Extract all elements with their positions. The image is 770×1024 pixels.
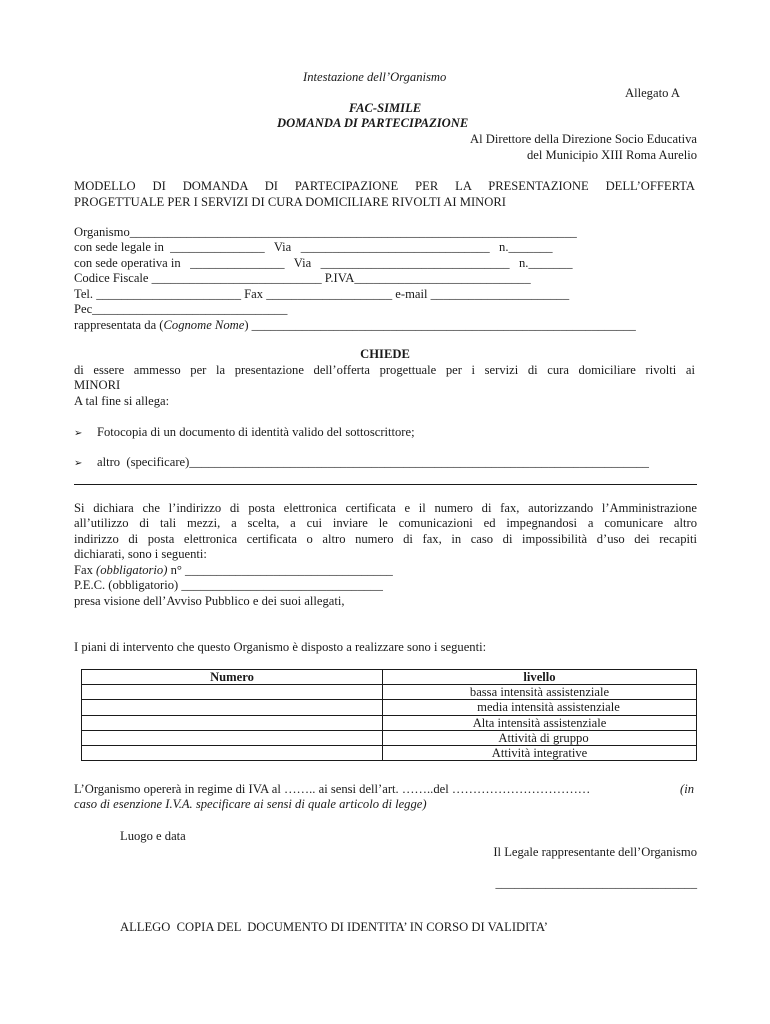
legale-rappresentante: Il Legale rappresentante dell’Organismo (493, 845, 697, 859)
row-numero (82, 715, 383, 730)
chiede-line-2: MINORI (74, 378, 121, 392)
piani-table (81, 669, 697, 761)
row-livello: bassa intensità assistenziale (383, 685, 697, 700)
allegato-item-2: altro (specificare)_________________________________________________________________________ (97, 455, 649, 469)
row-numero (82, 746, 383, 761)
rappresentata-post: ) _____________________________________________________________ (244, 318, 636, 332)
piani-intro: I piani di intervento che questo Organismo è disposto a realizzare sono i seguenti: (74, 640, 487, 654)
destinatario-line-2: del Municipio XIII Roma Aurelio (527, 148, 697, 162)
iva-line-1-italic: (in (680, 782, 694, 796)
field-sede-legale: con sede legale in _______________ Via ______________________________ n._______ (74, 240, 553, 254)
field-pec-obbligatorio: P.E.C. (obbligatorio) ________________________________ (74, 578, 383, 592)
row-numero (82, 700, 383, 715)
chiede-line-3: A tal fine si allega: (74, 394, 170, 408)
fax-post: n° _________________________________ (167, 563, 393, 577)
allegato-label: Allegato A (625, 86, 680, 100)
intestazione-organismo: Intestazione dell’Organismo (303, 70, 447, 84)
field-pec: Pec_______________________________ (74, 302, 288, 316)
luogo-data: Luogo e data (120, 829, 186, 843)
field-fax-obbligatorio (74, 563, 393, 579)
row-livello: Attività di gruppo (383, 730, 697, 745)
iva-line-2: caso di esenzione I.V.A. specificare ai sensi di quale articolo di legge) (74, 797, 427, 811)
fax-obbligatorio-label: (obbligatorio) (96, 563, 168, 577)
field-rappresentata (74, 318, 636, 334)
field-organismo: Organismo_______________________________________________________________________ (74, 225, 577, 239)
header-numero: Numero (82, 670, 383, 685)
chiede-title: CHIEDE (360, 347, 410, 361)
dichiarazione-line-2: all’utilizzo di tali mezzi, a scelta, a cui inviare le comunicazioni ed impegnandosi a comunicare altro (74, 516, 697, 530)
table-row (82, 715, 697, 730)
blank-line (74, 484, 697, 485)
dichiarazione-line-3: indirizzo di posta elettronica certificata o altro numero di fax, in caso di impossibilità d’uso dei recapiti (74, 532, 697, 546)
table-row (82, 685, 697, 700)
fax-pre: Fax (74, 563, 97, 577)
field-tel-fax-email: Tel. _______________________ Fax ____________________ e-mail ______________________ (74, 287, 570, 301)
domanda-title: DOMANDA DI PARTECIPAZIONE (277, 116, 469, 130)
field-sede-operativa: con sede operativa in _______________ Via ______________________________ n._______ (74, 256, 573, 270)
table-row (82, 746, 697, 761)
modello-line-2: PROGETTUALE PER I SERVIZI DI CURA DOMICILIARE RIVOLTI AI MINORI (74, 195, 506, 209)
dichiarazione-line-1: Si dichiara che l’indirizzo di posta elettronica certificata e il numero di fax, autorizzando l’Amministrazione (74, 501, 697, 515)
allego-copia: ALLEGO COPIA DEL DOCUMENTO DI IDENTITA’ IN CORSO DI VALIDITA’ (120, 920, 548, 934)
row-numero (82, 685, 383, 700)
table-row (82, 700, 697, 715)
signature-line: ________________________________ (495, 876, 697, 890)
table-row (82, 730, 697, 745)
allegato-item-1: Fotocopia di un documento di identità valido del sottoscrittore; (97, 425, 415, 439)
presa-visione: presa visione dell’Avviso Pubblico e dei suoi allegati, (74, 594, 345, 608)
header-livello: livello (383, 670, 697, 685)
facsimile-title: FAC-SIMILE (348, 101, 422, 115)
destinatario-line-1: Al Direttore della Direzione Socio Educativa (470, 132, 697, 146)
iva-line-1: L’Organismo opererà in regime di IVA al …….. ai sensi dell’art. ……..del …………………………… (74, 782, 591, 796)
row-livello: Attività integrative (383, 746, 697, 761)
row-livello: media intensità assistenziale (383, 700, 697, 715)
modello-line-1: MODELLO DI DOMANDA DI PARTECIPAZIONE PER LA PRESENTAZIONE DELL’OFFERTA (74, 179, 695, 193)
arrow-bullet-icon: ➢ (74, 428, 83, 439)
piani-table-header-row (82, 670, 697, 685)
rappresentata-pre: rappresentata da ( (74, 318, 164, 332)
rappresentata-cognome-nome: Cognome Nome (163, 318, 245, 332)
row-numero (82, 730, 383, 745)
field-codice-fiscale: Codice Fiscale ___________________________ P.IVA____________________________ (74, 271, 531, 285)
arrow-bullet-icon: ➢ (74, 458, 83, 469)
dichiarazione-line-4: dichiarati, sono i seguenti: (74, 547, 207, 561)
chiede-line-1: di essere ammesso per la presentazione dell’offerta progettuale per i servizi di cura domiciliare rivolti ai (74, 363, 695, 377)
row-livello: Alta intensità assistenziale (383, 715, 697, 730)
